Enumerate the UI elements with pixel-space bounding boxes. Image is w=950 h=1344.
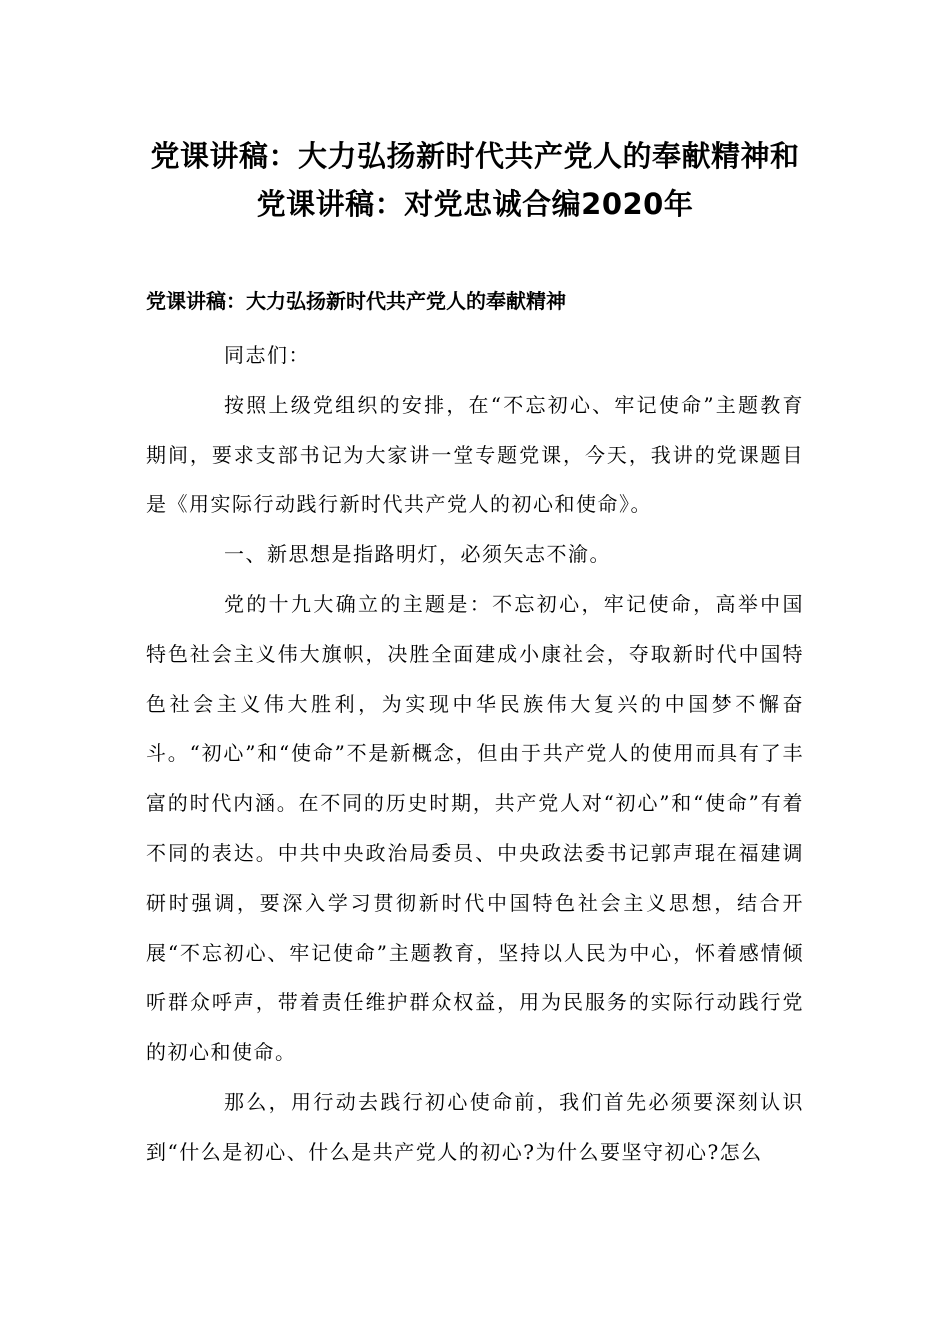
paragraph: 党的十九大确立的主题是：不忘初心，牢记使命，高举中国特色社会主义伟大旗帜，决胜全面建成小康社会，夺取新时代中国特色社会主义伟大胜利，为实现中华民族伟大复兴的中国梦不懈奋斗。“初心”和“使命”不是新概念，但由于共产党人的使用而具有了丰富的时代内涵。在不同的历史时期，共产党人对“初心”和“使命”有着不同的表达。中共中央政治局委员、中央政法委书记郭声琨在福建调研时强调，要深入学习贯彻新时代中国特色社会主义思想，结合开展“不忘初心、牢记使命”主题教育，坚持以人民为中心，怀着感情倾听群众呼声，带着责任维护群众权益，用为民服务的实际行动践行党的初心和使命。 [146, 591, 804, 1065]
section-heading: 党课讲稿：大力弘扬新时代共产党人的奉献精神 [146, 289, 566, 313]
paragraph-subheading: 一、新思想是指路明灯，必须矢志不渝。 [224, 542, 611, 567]
paragraph-salutation: 同志们： [224, 343, 310, 367]
document-body [146, 331, 804, 1178]
document-title: 党课讲稿：大力弘扬新时代共产党人的奉献精神和党课讲稿：对党忠诚合编2020年 [150, 139, 800, 221]
paragraph: 按照上级党组织的安排，在“不忘初心、牢记使命”主题教育期间，要求支部书记为大家讲一堂专题党课，今天，我讲的党课题目是《用实际行动践行新时代共产党人的初心和使命》。 [146, 392, 804, 517]
paragraph: 那么，用行动去践行初心使命前，我们首先必须要深刻认识到“什么是初心、什么是共产党人的初心?为什么要坚守初心?怎么 [146, 1089, 804, 1164]
